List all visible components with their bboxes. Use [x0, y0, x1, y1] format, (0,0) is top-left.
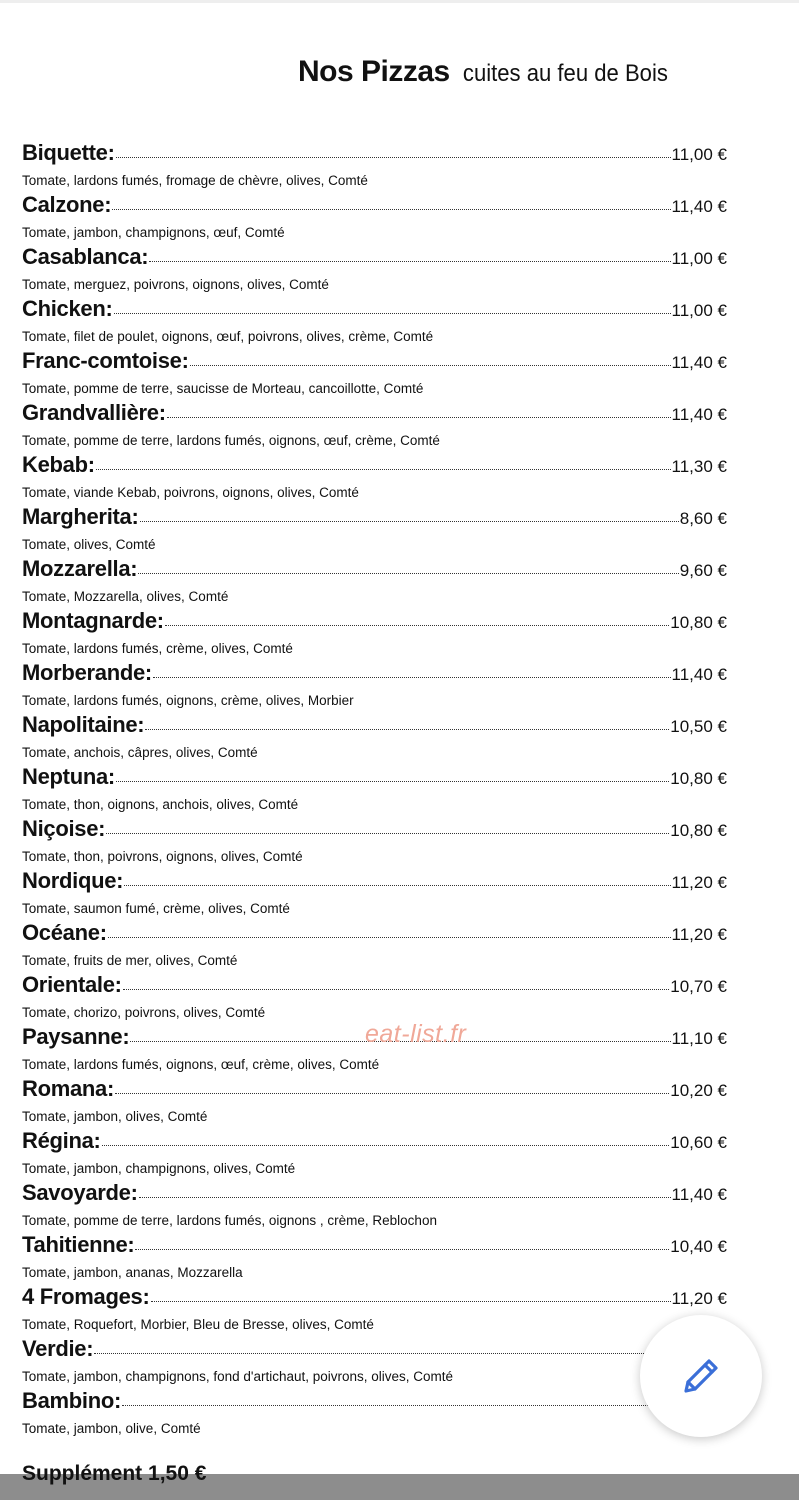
- menu-item: [22, 452, 727, 504]
- menu-item-row: [22, 972, 727, 1004]
- menu-item-row: [22, 1284, 727, 1316]
- menu-item-row: [22, 1388, 727, 1420]
- menu-item-row: [22, 452, 727, 484]
- pizza-price: 10,20 €: [670, 1081, 727, 1100]
- pizza-name: Neptuna:: [22, 764, 115, 789]
- pizza-ingredients: Tomate, lardons fumés, oignons, crème, olives, Morbier: [22, 693, 354, 708]
- pizza-menu-list: [22, 140, 727, 1440]
- pizza-ingredients: Tomate, pomme de terre, saucisse de Morteau, cancoillotte, Comté: [22, 381, 424, 396]
- menu-item: [22, 1232, 727, 1284]
- dot-leader: [149, 260, 670, 262]
- pizza-name: Montagnarde:: [22, 608, 164, 633]
- menu-item-row: [22, 1128, 727, 1160]
- pizza-ingredients: Tomate, Mozzarella, olives, Comté: [22, 589, 229, 604]
- menu-item-row: [22, 400, 727, 432]
- pizza-name: Kebab:: [22, 452, 95, 477]
- pizza-name: Mozzarella:: [22, 556, 138, 581]
- pizza-price: 11,30 €: [671, 457, 727, 476]
- page-title: [298, 55, 677, 89]
- pizza-ingredients: Tomate, jambon, olive, Comté: [22, 1421, 201, 1436]
- supplement-note: Supplément 1,50 €: [22, 1462, 207, 1485]
- pizza-price: 8,60 €: [679, 509, 727, 528]
- menu-item-row: [22, 816, 727, 848]
- dot-leader: [123, 988, 670, 990]
- pizza-price: 11,40 €: [671, 197, 727, 216]
- dot-leader: [115, 1092, 669, 1094]
- menu-item: [22, 1076, 727, 1128]
- dot-leader: [151, 1300, 671, 1302]
- pizza-name: Grandvallière:: [22, 400, 166, 425]
- pizza-ingredients: Tomate, pomme de terre, lardons fumés, oignons, œuf, crème, Comté: [22, 433, 440, 448]
- menu-item: [22, 660, 727, 712]
- dot-leader: [135, 1248, 669, 1250]
- pizza-ingredients: Tomate, viande Kebab, poivrons, oignons, olives, Comté: [22, 485, 359, 500]
- pizza-price: 10,80 €: [670, 821, 727, 840]
- pizza-name: Franc-comtoise:: [22, 348, 189, 373]
- menu-item: [22, 1180, 727, 1232]
- pizza-price: 11,00 €: [671, 249, 727, 268]
- pizza-name: Bambino:: [22, 1388, 122, 1413]
- pizza-price: 10,70 €: [670, 977, 727, 996]
- pizza-name: 4 Fromages:: [22, 1284, 150, 1309]
- pizza-name: Casablanca:: [22, 244, 149, 269]
- pizza-ingredients: Tomate, filet de poulet, oignons, œuf, poivrons, olives, crème, Comté: [22, 329, 434, 344]
- menu-item-row: [22, 348, 727, 380]
- pizza-name: Nordique:: [22, 868, 124, 893]
- dot-leader: [116, 156, 671, 158]
- pizza-ingredients: Tomate, lardons fumés, oignons, œuf, crème, olives, Comté: [22, 1057, 380, 1072]
- menu-item: [22, 1284, 727, 1336]
- pizza-price: 11,10 €: [671, 1029, 727, 1048]
- menu-item: [22, 1336, 727, 1388]
- menu-item-row: [22, 660, 727, 692]
- dot-leader: [167, 416, 671, 418]
- menu-item-row: [22, 556, 727, 588]
- dot-leader: [190, 364, 671, 366]
- menu-item: [22, 1128, 727, 1180]
- menu-item-row: [22, 1076, 727, 1108]
- pizza-ingredients: Tomate, Roquefort, Morbier, Bleu de Bresse, olives, Comté: [22, 1317, 374, 1332]
- pizza-price: 9,60 €: [679, 561, 727, 580]
- pizza-price: 10,80 €: [670, 613, 727, 632]
- menu-item: [22, 400, 727, 452]
- menu-item-row: [22, 712, 727, 744]
- pizza-name: Verdie:: [22, 1336, 94, 1361]
- menu-item-row: [22, 764, 727, 796]
- menu-item: [22, 556, 727, 608]
- dot-leader: [106, 832, 669, 834]
- dot-leader: [139, 1196, 671, 1198]
- pizza-price: 11,40 €: [671, 353, 727, 372]
- menu-item: [22, 816, 727, 868]
- menu-item-row: [22, 868, 727, 900]
- pizza-price: 10,40 €: [670, 1237, 727, 1256]
- pizza-ingredients: Tomate, jambon, champignons, fond d'artichaut, poivrons, olives, Comté: [22, 1369, 454, 1384]
- pizza-price: 11,00 €: [671, 145, 727, 164]
- menu-item-row: [22, 608, 727, 640]
- pizza-name: Romana:: [22, 1076, 115, 1101]
- pizza-ingredients: Tomate, chorizo, poivrons, olives, Comté: [22, 1005, 266, 1020]
- pizza-ingredients: Tomate, olives, Comté: [22, 537, 156, 552]
- pizza-name: Orientale:: [22, 972, 122, 997]
- menu-item: [22, 712, 727, 764]
- pizza-ingredients: Tomate, anchois, câpres, olives, Comté: [22, 745, 258, 760]
- menu-item-row: [22, 244, 727, 276]
- top-divider: [0, 0, 799, 3]
- menu-item: [22, 348, 727, 400]
- pizza-ingredients: Tomate, merguez, poivrons, oignons, olives, Comté: [22, 277, 329, 292]
- menu-item-row: [22, 140, 727, 172]
- pizza-price: 10,80 €: [670, 769, 727, 788]
- dot-leader: [96, 468, 671, 470]
- dot-leader: [165, 624, 669, 626]
- dot-leader: [145, 728, 669, 730]
- menu-item-row: [22, 920, 727, 952]
- dot-leader: [102, 1144, 670, 1146]
- menu-item: [22, 764, 727, 816]
- pizza-price: 11,20 €: [671, 1289, 727, 1308]
- pizza-ingredients: Tomate, thon, poivrons, oignons, olives, Comté: [22, 849, 303, 864]
- dot-leader: [153, 676, 671, 678]
- dot-leader: [112, 208, 670, 210]
- menu-item-row: [22, 504, 727, 536]
- pizza-ingredients: Tomate, lardons fumés, crème, olives, Comté: [22, 641, 293, 656]
- pizza-name: Chicken:: [22, 296, 113, 321]
- menu-item: [22, 1388, 727, 1440]
- pizza-name: Tahitienne:: [22, 1232, 135, 1257]
- pizza-name: Margherita:: [22, 504, 139, 529]
- menu-item-row: [22, 1232, 727, 1264]
- pizza-ingredients: Tomate, pomme de terre, lardons fumés, oignons , crème, Reblochon: [22, 1213, 437, 1228]
- menu-item-row: [22, 1336, 727, 1368]
- menu-item-row: [22, 192, 727, 224]
- dot-leader: [94, 1352, 726, 1354]
- menu-item: [22, 192, 727, 244]
- pizza-ingredients: Tomate, jambon, champignons, œuf, Comté: [22, 225, 285, 240]
- pizza-name: Napolitaine:: [22, 712, 145, 737]
- pizza-ingredients: Tomate, fruits de mer, olives, Comté: [22, 953, 238, 968]
- pizza-name: Paysanne:: [22, 1024, 130, 1049]
- title-main: Nos Pizzas: [298, 55, 450, 88]
- dot-leader: [124, 884, 670, 886]
- pizza-price: 11,40 €: [671, 1185, 727, 1204]
- dot-leader: [116, 780, 669, 782]
- pizza-price: 10,60 €: [670, 1133, 727, 1152]
- pizza-price: 11,40 €: [671, 405, 727, 424]
- pizza-ingredients: Tomate, lardons fumés, fromage de chèvre, olives, Comté: [22, 173, 368, 188]
- pizza-ingredients: Tomate, thon, oignons, anchois, olives, Comté: [22, 797, 299, 812]
- menu-item: [22, 244, 727, 296]
- title-sub: cuites au feu de Bois: [463, 60, 669, 87]
- pencil-icon: [678, 1353, 724, 1399]
- pizza-name: Océane:: [22, 920, 107, 945]
- menu-item-row: [22, 296, 727, 328]
- pizza-ingredients: Tomate, jambon, olives, Comté: [22, 1109, 208, 1124]
- pizza-name: Régina:: [22, 1128, 101, 1153]
- pizza-price: 11,20 €: [671, 925, 727, 944]
- pizza-price: 11,20 €: [671, 873, 727, 892]
- pizza-ingredients: Tomate, jambon, champignons, olives, Comté: [22, 1161, 296, 1176]
- pizza-price: 11,00 €: [671, 301, 727, 320]
- pizza-ingredients: Tomate, saumon fumé, crème, olives, Comté: [22, 901, 290, 916]
- menu-item: [22, 868, 727, 920]
- menu-item: [22, 504, 727, 556]
- dot-leader: [108, 936, 671, 938]
- pizza-price: 11,40 €: [671, 665, 727, 684]
- dot-leader: [114, 312, 671, 314]
- menu-item: [22, 972, 727, 1024]
- pizza-name: Morberande:: [22, 660, 152, 685]
- menu-item: [22, 608, 727, 660]
- dot-leader: [138, 572, 678, 574]
- watermark: eat-list.fr: [365, 1020, 467, 1048]
- dot-leader: [140, 520, 679, 522]
- pizza-name: Niçoise:: [22, 816, 106, 841]
- pizza-ingredients: Tomate, jambon, ananas, Mozzarella: [22, 1265, 243, 1280]
- edit-fab-button[interactable]: [640, 1315, 762, 1437]
- pizza-name: Calzone:: [22, 192, 112, 217]
- dot-leader: [122, 1404, 726, 1406]
- menu-item: [22, 920, 727, 972]
- menu-item: [22, 296, 727, 348]
- pizza-name: Savoyarde:: [22, 1180, 138, 1205]
- pizza-price: 10,50 €: [670, 717, 727, 736]
- menu-item-row: [22, 1180, 727, 1212]
- pizza-name: Biquette:: [22, 140, 115, 165]
- menu-item: [22, 140, 727, 192]
